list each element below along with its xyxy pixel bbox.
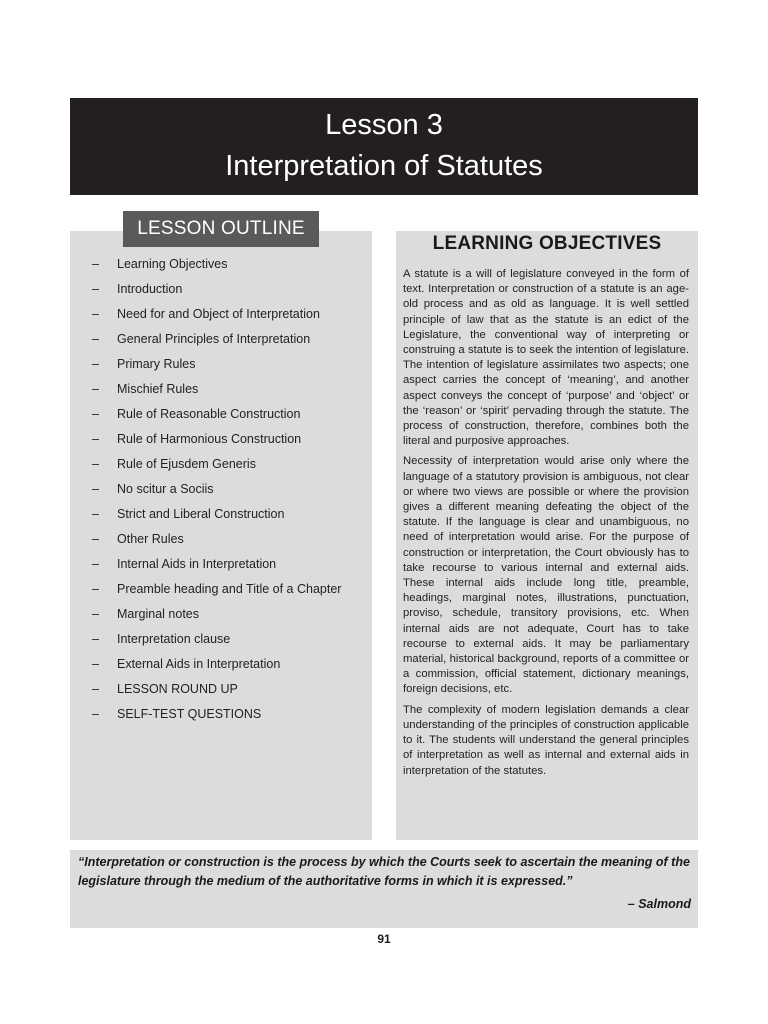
- learning-objectives-heading: LEARNING OBJECTIVES: [432, 233, 662, 254]
- outline-item: [92, 453, 341, 478]
- dash-bullet: –: [92, 657, 99, 671]
- dash-bullet: –: [92, 457, 99, 471]
- dash-bullet: –: [92, 432, 99, 446]
- outline-item: [92, 478, 341, 503]
- outline-item: [92, 703, 341, 728]
- dash-bullet: –: [92, 407, 99, 421]
- outline-item-label: Preamble heading and Title of a Chapter: [117, 582, 342, 596]
- dash-bullet: –: [92, 332, 99, 346]
- dash-bullet: –: [92, 707, 99, 721]
- outline-item: [92, 653, 341, 678]
- outline-item: [92, 303, 341, 328]
- outline-item: [92, 528, 341, 553]
- dash-bullet: –: [92, 482, 99, 496]
- dash-bullet: –: [92, 532, 99, 546]
- lesson-outline-heading: LESSON OUTLINE: [123, 211, 319, 247]
- objectives-paragraph: Necessity of interpretation would arise only where the language of a statutory provision is ambiguous, not clear or where two views are possible or where the provision gives a different meaning defeating the object of the statute. If the language is clear and unambiguous, no need of interpretation would arise. For the purpose of construction or interpretation, the Court obviously has to take recourse to various internal and external aids. These internal aids include long title, preamble, headings, marginal notes, illustrations, punctuation, proviso, schedule, transitory provisions, etc. When internal aids are not adequate, Court has to take recourse to external aids. It may be parliamentary material, historical background, reports of a committee or a commission, official statement, dictionary meanings, foreign decisions, etc.: [403, 455, 689, 696]
- dash-bullet: –: [92, 282, 99, 296]
- outline-item: [92, 353, 341, 378]
- learning-objectives-panel: [396, 231, 698, 840]
- outline-item: [92, 603, 341, 628]
- outline-item-label: Need for and Object of Interpretation: [117, 307, 320, 321]
- outline-item-label: Strict and Liberal Construction: [117, 507, 285, 521]
- dash-bullet: –: [92, 632, 99, 646]
- outline-item-label: General Principles of Interpretation: [117, 332, 311, 346]
- outline-item: [92, 278, 341, 303]
- lesson-number: Lesson 3: [325, 109, 443, 141]
- page-number: 91: [377, 932, 391, 946]
- dash-bullet: –: [92, 582, 99, 596]
- outline-item: [92, 553, 341, 578]
- outline-item-label: Interpretation clause: [117, 632, 231, 646]
- objectives-paragraph: A statute is a will of legislature conveyed in the form of text. Interpretation or construction of a statute is an age-old process and as old as language. It is well settled principle of law that as the statute is an edict of the Legislature, the conventional way of interpreting or construing a statute is to seek the intention of legislature. The intention of legislature assimilates two aspects; one aspect carries the concept of ‘meaning’, and another aspect conveys the concept of ‘purpose’ and ‘object’ or the ‘reason’ or ‘spirit’ pervading through the statute. The process of construction, therefore, combines both the literal and purposive approaches.: [403, 268, 689, 448]
- outline-item: [92, 403, 341, 428]
- dash-bullet: –: [92, 507, 99, 521]
- outline-item-label: Rule of Harmonious Construction: [117, 432, 302, 446]
- objectives-paragraph: The complexity of modern legislation demands a clear understanding of the principles of construction applicable to it. The students will understand the general principles of interpretation as well as internal and external aids in interpretation of the statutes.: [403, 703, 689, 777]
- outline-item-label: Mischief Rules: [117, 382, 199, 396]
- outline-item: [92, 428, 341, 453]
- lesson-outline-list: [92, 253, 341, 728]
- outline-item-label: Introduction: [117, 282, 183, 296]
- outline-item-label: No scitur a Sociis: [117, 482, 214, 496]
- dash-bullet: –: [92, 607, 99, 621]
- dash-bullet: –: [92, 682, 99, 696]
- outline-item: [92, 328, 341, 353]
- outline-item-label: Rule of Ejusdem Generis: [117, 457, 256, 471]
- outline-item-label: SELF-TEST QUESTIONS: [117, 707, 262, 721]
- dash-bullet: –: [92, 557, 99, 571]
- dash-bullet: –: [92, 357, 99, 371]
- quote-text: “Interpretation or construction is the process by which the Courts seek to ascertain the meaning of the legislature through the medium of the authoritative forms in which it is expressed.”: [78, 855, 690, 888]
- outline-item-label: Rule of Reasonable Construction: [117, 407, 301, 421]
- outline-item: [92, 578, 341, 603]
- outline-item: [92, 503, 341, 528]
- quote-box: [70, 850, 698, 928]
- lesson-header-banner: [70, 98, 698, 195]
- quote-author: – Salmond: [627, 897, 691, 911]
- learning-objectives-body: [403, 267, 689, 784]
- dash-bullet: –: [92, 257, 99, 271]
- dash-bullet: –: [92, 307, 99, 321]
- outline-item-label: Primary Rules: [117, 357, 196, 371]
- outline-item-label: Marginal notes: [117, 607, 199, 621]
- outline-item-label: LESSON ROUND UP: [117, 682, 238, 696]
- outline-item: [92, 678, 341, 703]
- outline-item-label: Internal Aids in Interpretation: [117, 557, 277, 571]
- dash-bullet: –: [92, 382, 99, 396]
- outline-item: [92, 378, 341, 403]
- lesson-title: Interpretation of Statutes: [225, 150, 543, 182]
- outline-item: [92, 253, 341, 278]
- outline-item: [92, 628, 341, 653]
- outline-item-label: Other Rules: [117, 532, 184, 546]
- outline-item-label: Learning Objectives: [117, 257, 228, 271]
- outline-item-label: External Aids in Interpretation: [117, 657, 281, 671]
